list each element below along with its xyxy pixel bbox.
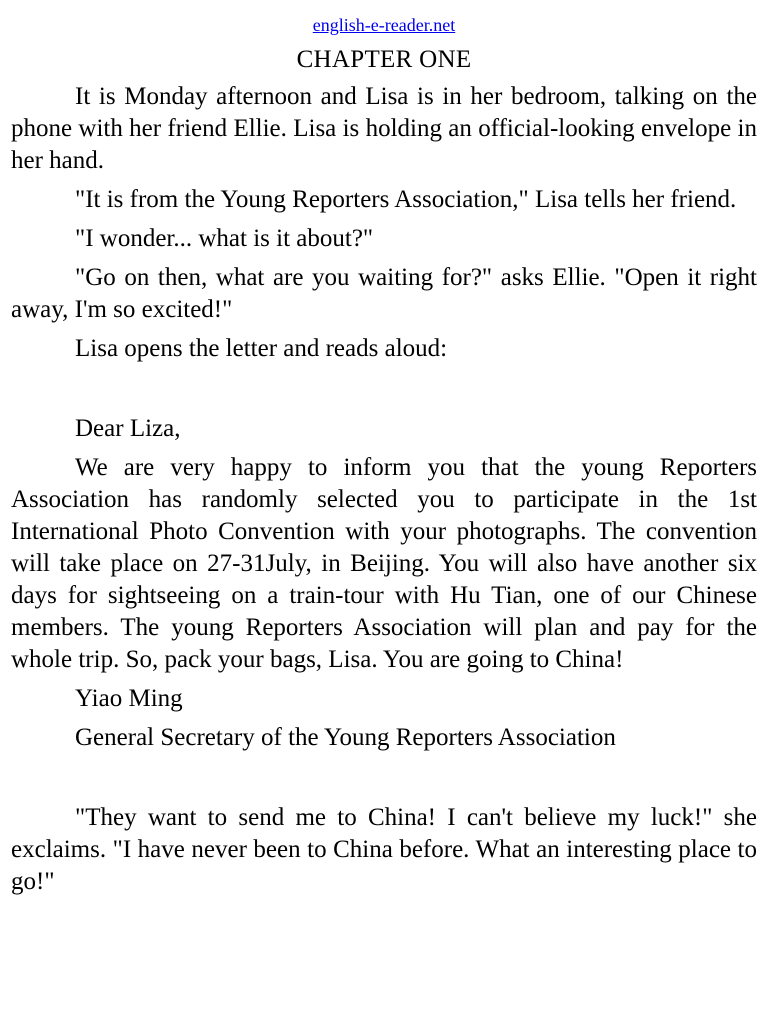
letter-body: We are very happy to inform you that the young Reporters Association has randomly selected you to participate in the 1st International Photo Convention with your photographs. The convention will take place on 27-31July, in Beijing. You will also have another six days for sightseeing on a train-tour with Hu Tian, one of our Chinese members. The young Reporters Association will plan and pay for the whole trip. So, pack your bags, Lisa. You are going to China! xyxy=(11,454,757,673)
letter-signature-name: Yiao Ming xyxy=(75,685,183,712)
spacer xyxy=(11,372,757,413)
site-link[interactable]: english-e-reader.net xyxy=(312,15,456,35)
letter-signature-title: General Secretary of the Young Reporters Association xyxy=(75,724,616,751)
paragraph-ellie: "Go on then, what are you waiting for?" asks Ellie. "Open it right away, I'm so excited!" xyxy=(11,264,757,323)
paragraph-closing: "They want to send me to China! I can't believe my luck!" she exclaims. "I have never been to China before. What an interesting place to go!" xyxy=(11,804,757,895)
paragraph-intro: It is Monday afternoon and Lisa is in her bedroom, talking on the phone with her friend Ellie. Lisa is holding an official-looking envelope in her hand. xyxy=(11,83,757,174)
spacer xyxy=(11,761,757,802)
paragraph-reads-aloud: Lisa opens the letter and reads aloud: xyxy=(75,335,448,362)
chapter-title: CHAPTER ONE xyxy=(296,46,472,73)
paragraph-envelope: "It is from the Young Reporters Association," Lisa tells her friend. xyxy=(75,186,737,213)
document-page xyxy=(11,0,757,905)
paragraph-wonder: "I wonder... what is it about?" xyxy=(75,225,374,252)
letter-salutation: Dear Liza, xyxy=(75,415,181,442)
